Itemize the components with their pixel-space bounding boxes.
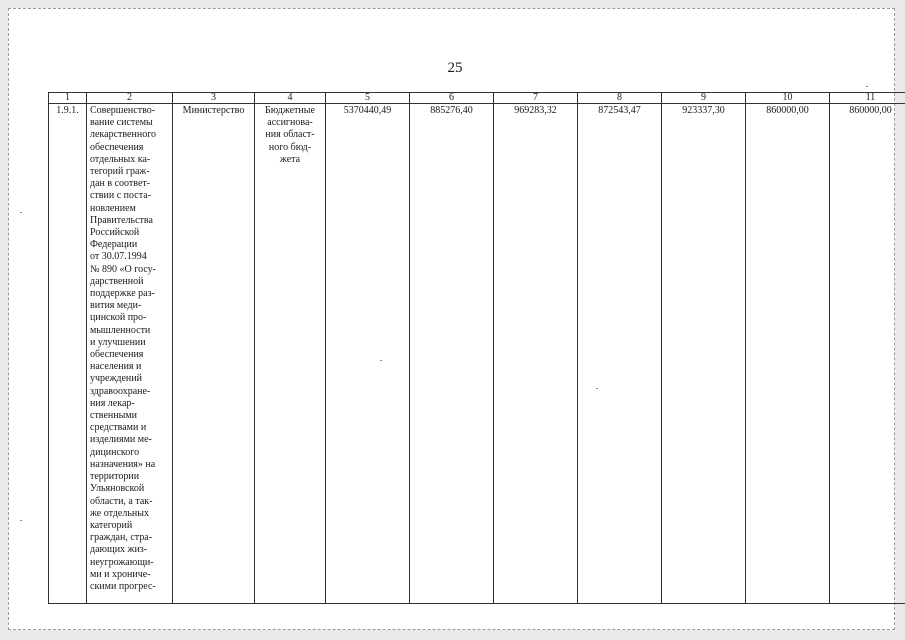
column-header-9: 9	[662, 93, 746, 104]
amount-cell-8: 872543,47	[578, 104, 662, 604]
scan-speck	[380, 360, 382, 361]
amount-cell-7: 969283,32	[494, 104, 578, 604]
column-header-3: 3	[173, 93, 255, 104]
scan-speck	[866, 86, 868, 87]
budget-table	[48, 92, 905, 604]
column-header-5: 5	[326, 93, 410, 104]
column-header-4: 4	[255, 93, 326, 104]
scan-speck	[596, 388, 598, 389]
row-number-cell: 1.9.1.	[49, 104, 87, 604]
amount-cell-6: 885276,40	[410, 104, 494, 604]
total-amount-cell: 5370440,49	[326, 104, 410, 604]
page-number: 25	[447, 60, 463, 76]
header-row	[49, 93, 905, 104]
amount-cell-10: 860000,00	[746, 104, 830, 604]
column-header-6: 6	[410, 93, 494, 104]
activity-description-cell: Совершенство- вание системы лекарственного обеспечения отдельных ка- тегорий граж- дан в соответ- ствии с поста- новлением Правительства Российской Федерации от 30.07.1994 № 890 «О госу- дарственной поддержке раз- вития меди- цинской про- мышленности и улучшении обеспечения населения и учреждений здравоохране- ния лекар- ственными средствами и изделиями ме- дицинского назначения» на территории Ульяновской области, а так- же отдельных категорий граждан, стра- дающих жиз- неугрожающи- ми и хрониче- скими прогрес-	[87, 104, 173, 604]
executor-cell: Министерство	[173, 104, 255, 604]
column-header-1: 1	[49, 93, 87, 104]
table-row	[49, 104, 905, 604]
column-header-11: 11	[830, 93, 905, 104]
amount-cell-9: 923337,30	[662, 104, 746, 604]
scan-speck	[20, 520, 22, 521]
column-header-7: 7	[494, 93, 578, 104]
funding-source-cell: Бюджетные ассигнова- ния област- ного бюд- жета	[255, 104, 326, 604]
scan-speck	[20, 212, 22, 213]
amount-cell-11: 860000,00	[830, 104, 905, 604]
column-header-8: 8	[578, 93, 662, 104]
column-header-2: 2	[87, 93, 173, 104]
column-header-10: 10	[746, 93, 830, 104]
